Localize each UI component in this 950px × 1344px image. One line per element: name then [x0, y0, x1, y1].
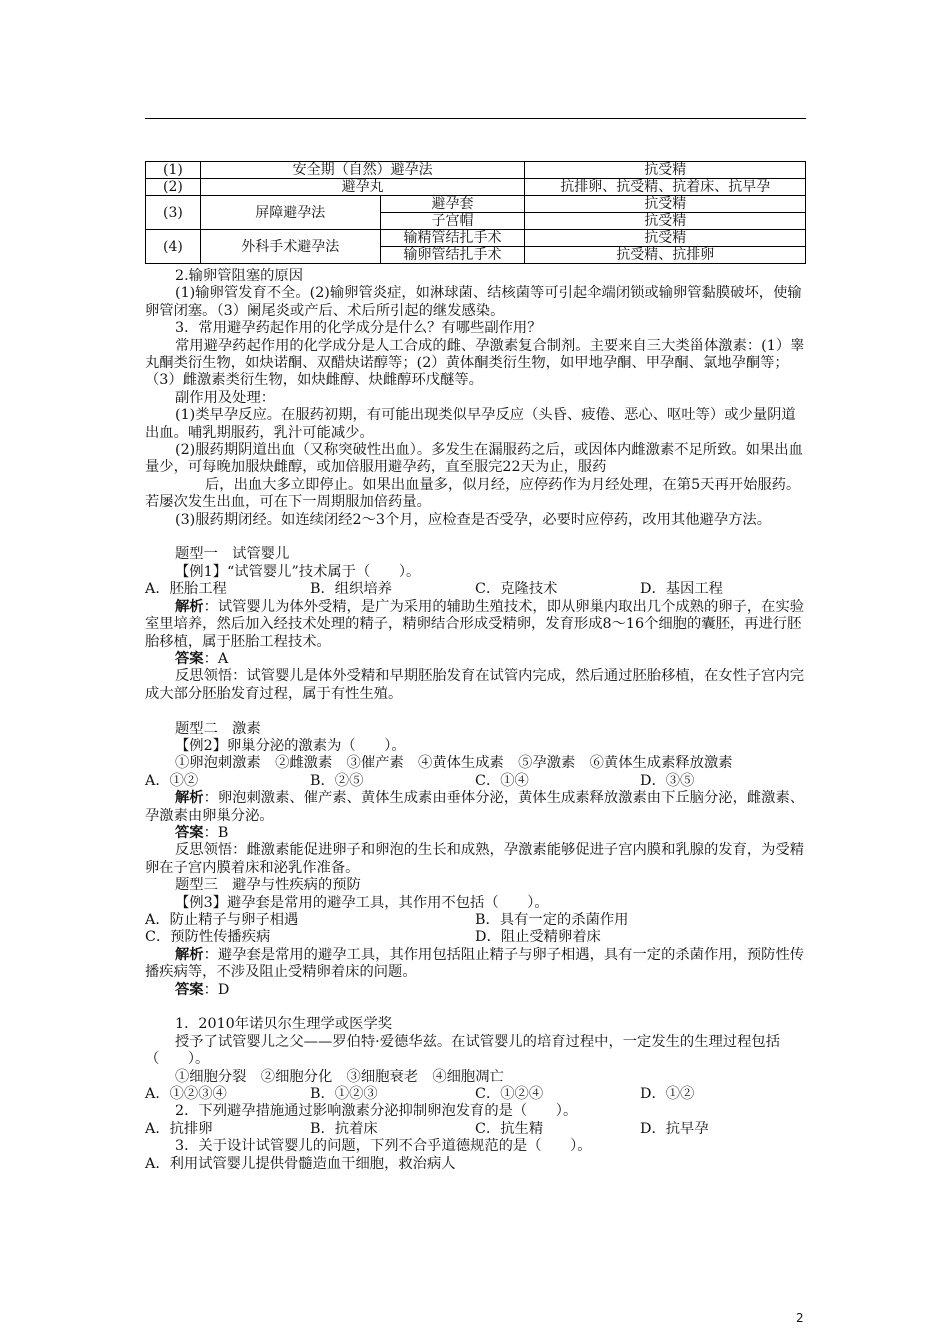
header-rule [145, 118, 806, 119]
question-type: 题型三 避孕与性疾病的预防 [175, 877, 361, 894]
option: A．胚胎工程 [145, 581, 227, 598]
option: D．抗早孕 [640, 1120, 709, 1137]
table-cell: 屏障避孕法 [200, 196, 380, 230]
table-cell: 抗受精 [525, 230, 806, 247]
page-number: 2 [796, 1311, 804, 1325]
analysis-text: ：卵泡刺激素、催产素、黄体生成素由垂体分泌，黄体生成素释放激素由下丘脑分泌，雌激素、孕激素由卵巢分泌。 [145, 790, 805, 824]
analysis-label: 解析 [175, 790, 204, 807]
option: B．组织培养 [310, 581, 392, 598]
answer-text: ：B [203, 824, 229, 841]
table-cell: 安全期（自然）避孕法 [200, 162, 524, 179]
table-cell: 避孕丸 [200, 179, 524, 196]
option: B．抗着床 [310, 1120, 378, 1137]
option: A．①② [145, 772, 199, 789]
option-list [145, 1086, 806, 1103]
option-list [145, 929, 806, 946]
answer [145, 982, 806, 999]
answer-label: 答案 [175, 824, 204, 841]
option-list [145, 912, 806, 929]
option: B．具有一定的杀菌作用 [475, 912, 629, 928]
table-cell: (1) [146, 162, 201, 179]
exercise-stem: 授予了试管婴儿之父——罗伯特·爱德华兹。在试管婴儿的培育过程中，一定发生的生理过程包括（ ）。 [145, 1033, 781, 1068]
table-cell: (4) [146, 230, 201, 264]
question-stem: 【例1】“试管婴儿”技术属于（ ）。 [175, 563, 421, 580]
table-cell: 输卵管结扎手术 [380, 247, 525, 264]
analysis [145, 790, 806, 825]
question-items: ①卵泡刺激素 ②雌激素 ③催产素 ④黄体生成素 ⑤孕激素 ⑥黄体生成素释放激素 [175, 755, 733, 772]
option-list [145, 1121, 806, 1138]
option: C．①②④ [475, 1086, 544, 1103]
table-cell: 子宫帽 [380, 213, 525, 230]
question-type: 题型一 试管婴儿 [175, 546, 290, 563]
option: A．防止精子与卵子相遇 [145, 912, 299, 928]
paragraph: 2.输卵管阻塞的原因 [175, 268, 304, 284]
exercise-items: ①细胞分裂 ②细胞分化 ③细胞衰老 ④细胞凋亡 [175, 1068, 504, 1085]
answer-text: ：D [203, 981, 230, 998]
analysis-label: 解析 [175, 946, 204, 963]
answer-text: ：A [203, 650, 229, 667]
paragraph: (3)服药期闭经。如连续闭经2～3个月，应检查是否受孕，必要时应停药，改用其他避孕方法。 [175, 511, 772, 528]
paragraph: (1)输卵管发育不全。(2)输卵管炎症，如淋球菌、结核菌等可引起伞端闭锁或输卵管黏膜破坏，使输卵管闭塞。（3）阑尾炎或产后、术后所引起的继发感染。 [145, 285, 802, 319]
option: D．①② [640, 1086, 695, 1103]
table-row [146, 162, 806, 179]
table-cell: (2) [146, 179, 201, 196]
exercise-heading: 1．2010年诺贝尔生理学或医学奖 [175, 1016, 393, 1033]
table-row [146, 179, 806, 196]
option: C．抗生精 [475, 1120, 544, 1137]
question-type: 题型二 激素 [175, 720, 261, 737]
table-cell: (3) [146, 196, 201, 230]
answer-label: 答案 [175, 981, 204, 998]
option: A．利用试管婴儿提供骨髓造血干细胞，救治病人 [145, 1155, 456, 1172]
table-row [146, 230, 806, 247]
answer [145, 825, 806, 842]
option: A．抗排卵 [145, 1120, 213, 1137]
table-cell: 抗排卵、抗受精、抗着床、抗早孕 [525, 179, 806, 196]
option: C．克隆技术 [475, 581, 558, 598]
table-cell: 抗受精 [525, 196, 806, 213]
paragraph: (2)服药期阴道出血（又称突破性出血）。多发生在漏服药之后，或因体内雌激素不足所致。如果出血量少，可每晚加服炔雌醇，或加倍服用避孕药，直至服完22天为止，服药 [145, 442, 803, 476]
analysis [145, 947, 806, 982]
option-list [145, 581, 806, 598]
reflection: 反思领悟：试管婴儿是体外受精和早期胚胎发育在试管内完成，然后通过胚胎移植，在女性子宫内完成大部分胚胎发育过程，属于有性生殖。 [145, 668, 805, 702]
paragraph: (1)类早孕反应。在服药初期，有可能出现类似早孕反应（头昏、疲倦、恶心、呕吐等）或少量阴道出血。哺乳期服药，乳汁可能减少。 [145, 407, 796, 441]
question-stem: 【例2】卵巢分泌的激素为（ ）。 [175, 737, 406, 754]
table-cell: 抗受精 [525, 213, 806, 230]
analysis-text: ：避孕套是常用的避孕工具，其作用包括阻止精子与卵子相遇，具有一定的杀菌作用，预防性传播疾病等，不涉及阻止受精卵着床的问题。 [145, 946, 805, 981]
paragraph: 3．常用避孕药起作用的化学成分是什么？有哪些副作用？ [175, 320, 542, 337]
table-cell: 抗受精、抗排卵 [525, 247, 806, 264]
option: D．基因工程 [640, 581, 723, 598]
table-row [146, 196, 806, 213]
table-cell: 抗受精 [525, 162, 806, 179]
exercise-stem: 2．下列避孕措施通过影响激素分泌抑制卵泡发育的是（ ）。 [175, 1103, 578, 1120]
analysis [145, 599, 806, 651]
exercise-stem: 3．关于设计试管婴儿的问题，下列不合乎道德规范的是（ ）。 [175, 1138, 592, 1155]
option-list [145, 773, 806, 790]
option: C．①④ [475, 772, 529, 789]
option: D．③⑤ [640, 772, 695, 789]
option: D．阻止受精卵着床 [475, 929, 601, 946]
table-cell: 外科手术避孕法 [200, 230, 380, 264]
reflection: 反思领悟：雌激素能促进卵子和卵泡的生长和成熟，孕激素能够促进子宫内膜和乳腺的发育，为受精卵在子宫内膜着床和泌乳作准备。 [145, 842, 805, 876]
option: B．②⑤ [310, 772, 364, 789]
option: B．①②③ [310, 1086, 378, 1103]
option: A．①②③④ [145, 1086, 227, 1103]
table-cell: 输精管结扎手术 [380, 230, 525, 247]
paragraph: 副作用及处理： [175, 389, 276, 406]
analysis-label: 解析 [175, 598, 204, 615]
document-body [145, 268, 806, 1173]
contraception-table [145, 161, 806, 264]
answer-label: 答案 [175, 650, 204, 667]
table-cell: 避孕套 [380, 196, 525, 213]
paragraph: 后，出血大多立即停止。如果出血量多，似月经，应停药作为月经处理，在第5天再开始服药。若屡次发生出血，可在下一周期服加倍药量。 [145, 476, 801, 511]
paragraph: 常用避孕药起作用的化学成分是人工合成的雌、孕激素复合制剂。主要来自三大类甾体激素：(1）睾丸酮类衍生物，如炔诺酮、双醋炔诺醇等；(2）黄体酮类衍生物，如甲地孕酮、甲孕酮、氯地孕酮等；（3）雌激素类衍生物，如炔雌醇、炔雌醇环戊醚等。 [145, 337, 805, 389]
analysis-text: ：试管婴儿为体外受精，是广为采用的辅助生殖技术，即从卵巢内取出几个成熟的卵子，在实验室里培养，然后加入经技术处理的精子，精卵结合形成受精卵，发育形成8～16个细胞的囊胚，再进行胚胎移植，属于胚胎工程技术。 [145, 598, 805, 650]
answer [145, 651, 806, 668]
question-stem: 【例3】避孕套是常用的避孕工具，其作用不包括（ ）。 [175, 894, 549, 911]
option: C．预防性传播疾病 [145, 929, 271, 946]
